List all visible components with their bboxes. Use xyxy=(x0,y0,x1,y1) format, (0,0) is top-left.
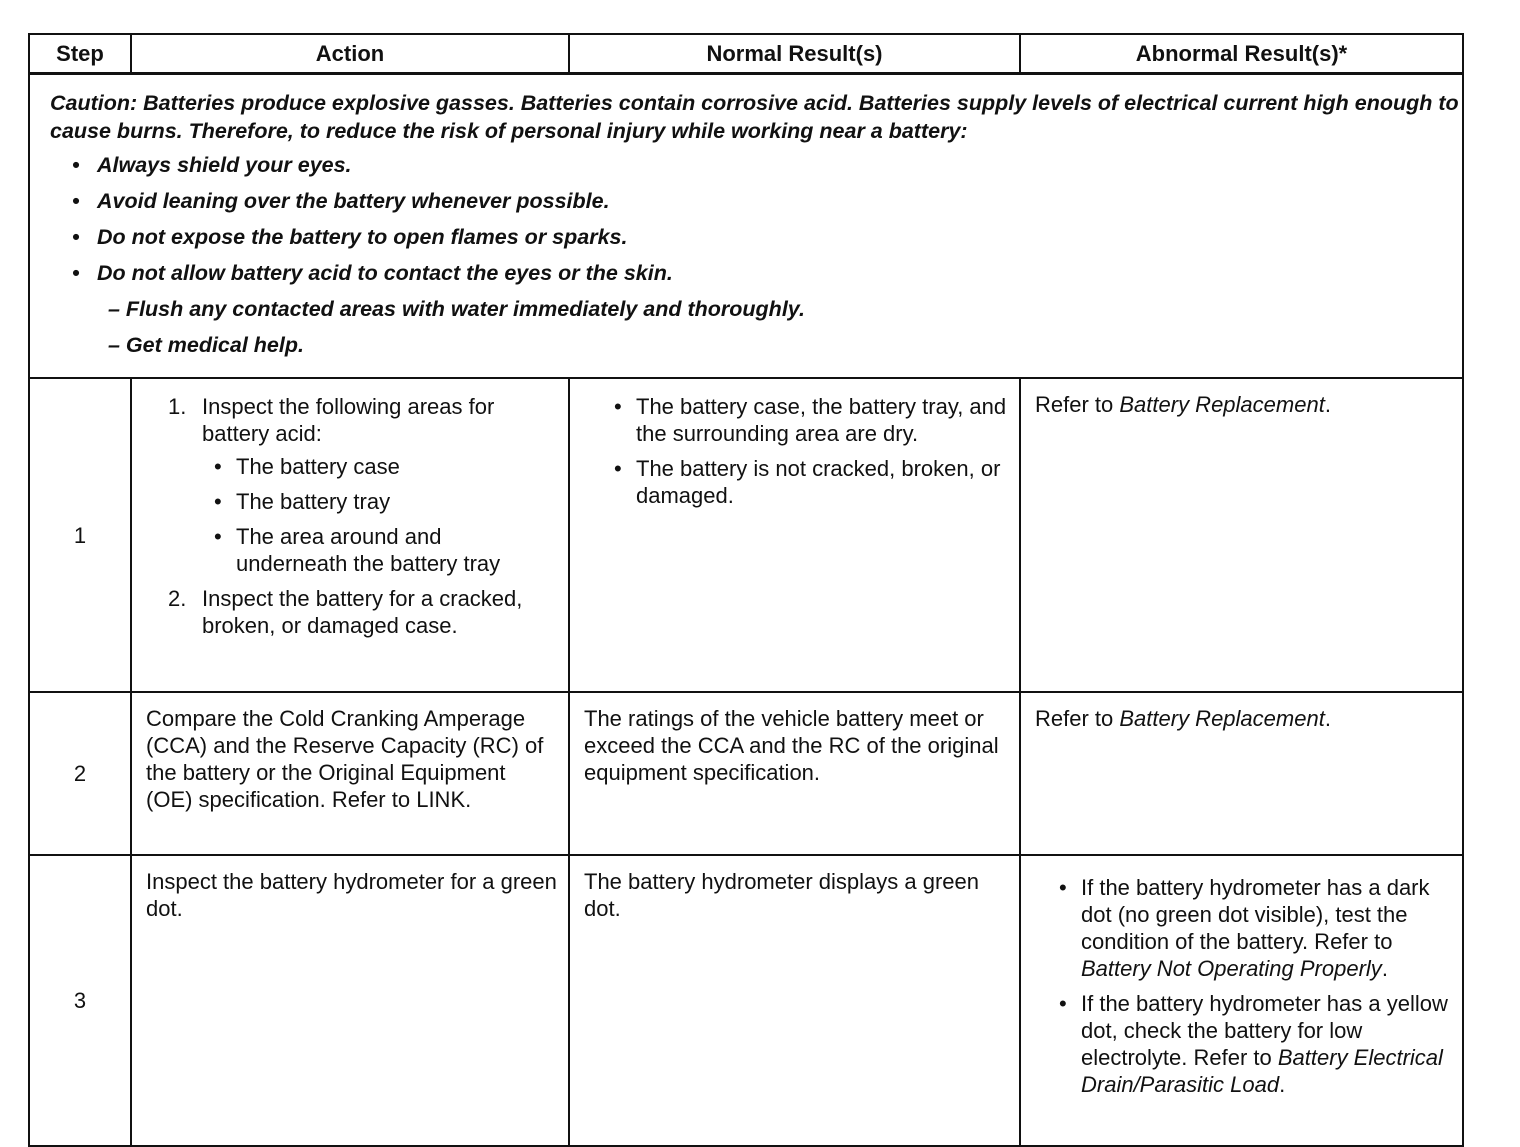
action-step-number: 1. xyxy=(168,394,187,419)
bullet-icon: • xyxy=(614,394,622,419)
action-sub-item-text: The area around and underneath the battery tray xyxy=(236,524,501,576)
caution-sub-list xyxy=(50,295,1462,359)
bullet-icon: • xyxy=(72,225,80,249)
abnormal-result-suffix: . xyxy=(1381,956,1388,981)
header-step: Step xyxy=(29,34,131,74)
abnormal-result-suffix: . xyxy=(1324,392,1331,417)
action-step-text: Inspect the battery for a cracked, broken, or damaged case. xyxy=(202,586,523,638)
header-action: Action xyxy=(131,34,569,74)
bullet-icon: • xyxy=(614,456,622,481)
action-sub-item xyxy=(214,453,558,480)
header-row xyxy=(29,34,1463,74)
caution-bullet-text: Do not allow battery acid to contact the eyes or the skin. xyxy=(97,261,673,285)
caution-block xyxy=(29,74,1463,379)
caution-row xyxy=(29,74,1463,379)
normal-result-text: The battery is not cracked, broken, or damaged. xyxy=(636,456,1001,508)
bullet-icon: • xyxy=(1059,991,1067,1016)
action-sub-item-text: The battery tray xyxy=(236,489,391,514)
action-sub-item xyxy=(214,488,558,515)
abnormal-result-item xyxy=(1059,874,1452,982)
table-row xyxy=(29,692,1463,855)
reference-link[interactable]: Battery Replacement xyxy=(1119,392,1325,417)
bullet-icon: • xyxy=(72,189,80,213)
caution-bullet xyxy=(72,259,1462,287)
caution-bullet-list xyxy=(50,151,1462,287)
normal-result-item xyxy=(614,455,1009,509)
diagnostic-table xyxy=(28,33,1464,1147)
abnormal-result-text: If the battery hydrometer has a yellow dot, check the battery for low electrolyte. Refer to xyxy=(1081,991,1448,1070)
table-row xyxy=(29,855,1463,1146)
bullet-icon: • xyxy=(214,489,222,514)
abnormal-result-cell xyxy=(1020,855,1463,1146)
step-number: 2 xyxy=(29,692,131,855)
caution-bullet-text: Do not expose the battery to open flames or sparks. xyxy=(97,225,628,249)
action-step xyxy=(168,585,558,639)
bullet-icon: • xyxy=(72,153,80,177)
bullet-icon: • xyxy=(214,524,222,549)
caution-bullet-text: Always shield your eyes. xyxy=(97,153,352,177)
abnormal-result-cell xyxy=(1020,378,1463,692)
action-cell xyxy=(131,378,569,692)
table-row xyxy=(29,378,1463,692)
caution-bullet xyxy=(72,151,1462,179)
action-sub-item xyxy=(214,523,558,577)
reference-link[interactable]: Battery Replacement xyxy=(1119,706,1325,731)
normal-result-text: The battery case, the battery tray, and the surrounding area are dry. xyxy=(636,394,1007,446)
caution-bullet xyxy=(72,187,1462,215)
normal-result-cell: The ratings of the vehicle battery meet or exceed the CCA and the RC of the original equipment specification. xyxy=(569,692,1020,855)
action-sub-list xyxy=(214,453,558,577)
abnormal-result-text: Refer to xyxy=(1035,392,1120,417)
abnormal-result-cell xyxy=(1020,692,1463,855)
abnormal-result-suffix: . xyxy=(1279,1072,1286,1097)
abnormal-result-suffix: . xyxy=(1324,706,1331,731)
header-abnormal-results: Abnormal Result(s)* xyxy=(1020,34,1463,74)
normal-result-cell xyxy=(569,378,1020,692)
normal-result-cell: The battery hydrometer displays a green dot. xyxy=(569,855,1020,1146)
reference-link[interactable]: Battery Electrical Drain/Parasitic Load xyxy=(1081,1045,1443,1097)
abnormal-result-text: Refer to xyxy=(1035,706,1120,731)
caution-intro: Caution: Batteries produce explosive gasses. Batteries contain corrosive acid. Batteries supply levels of electrical current high enough to cause burns. Therefore, to reduce the risk of personal injury while working near a battery: xyxy=(50,91,1459,143)
bullet-icon: • xyxy=(1059,875,1067,900)
action-sub-item-text: The battery case xyxy=(236,454,400,479)
bullet-icon: • xyxy=(72,261,80,285)
bullet-icon: • xyxy=(214,454,222,479)
action-cell: Compare the Cold Cranking Amperage (CCA) and the Reserve Capacity (RC) of the battery or the Original Equipment (OE) specification. Refer to LINK. xyxy=(131,692,569,855)
abnormal-result-text: If the battery hydrometer has a dark dot (no green dot visible), test the condition of the battery. Refer to xyxy=(1081,875,1430,954)
step-number: 1 xyxy=(29,378,131,692)
reference-link[interactable]: Battery Not Operating Properly xyxy=(1081,956,1382,981)
action-step xyxy=(168,393,558,577)
header-normal-results: Normal Result(s) xyxy=(569,34,1020,74)
normal-result-item xyxy=(614,393,1009,447)
action-step-number: 2. xyxy=(168,586,187,611)
abnormal-result-item xyxy=(1059,990,1452,1098)
caution-sub-bullet: – Flush any contacted areas with water immediately and thoroughly. xyxy=(108,297,805,321)
caution-sub-bullet: – Get medical help. xyxy=(108,333,304,357)
action-step-text: Inspect the following areas for battery acid: xyxy=(202,394,495,446)
caution-bullet xyxy=(72,223,1462,251)
action-cell: Inspect the battery hydrometer for a green dot. xyxy=(131,855,569,1146)
step-number: 3 xyxy=(29,855,131,1146)
caution-bullet-text: Avoid leaning over the battery whenever possible. xyxy=(97,189,610,213)
